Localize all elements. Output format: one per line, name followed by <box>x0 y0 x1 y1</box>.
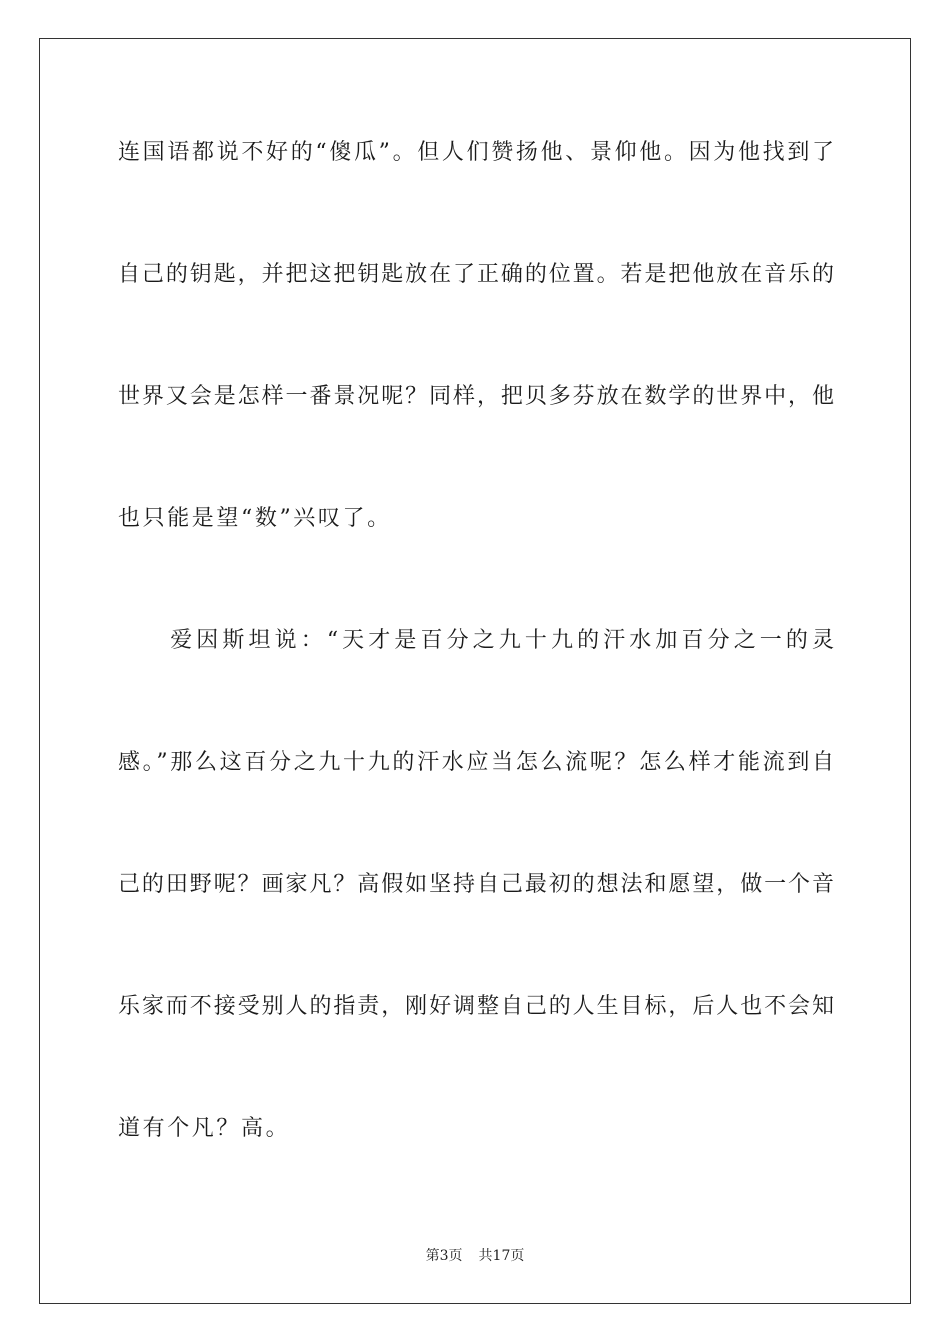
paragraph-line-7: 己的田野呢？画家凡？高假如坚持自己最初的想法和愿望，做一个音 <box>118 872 834 897</box>
paragraph-line-8: 乐家而不接受别人的指责，刚好调整自己的人生目标，后人也不会知 <box>118 994 834 1019</box>
paragraph-line-5: 爱因斯坦说：“天才是百分之九十九的汗水加百分之一的灵 <box>118 628 834 653</box>
page-total: 共17页 <box>478 1248 525 1264</box>
paragraph-line-4: 也只能是望“数”兴叹了。 <box>118 506 392 531</box>
paragraph-line-2: 自己的钥匙，并把这把钥匙放在了正确的位置。若是把他放在音乐的 <box>118 262 834 287</box>
paragraph-line-9: 道有个凡？高。 <box>118 1116 291 1141</box>
page-footer <box>0 1246 950 1266</box>
paragraph-line-6: 感。”那么这百分之九十九的汗水应当怎么流呢？怎么样才能流到自 <box>118 750 834 775</box>
paragraph-line-3: 世界又会是怎样一番景况呢？同样，把贝多芬放在数学的世界中，他 <box>118 384 834 409</box>
paragraph-line-1: 连国语都说不好的“傻瓜”。但人们赞扬他、景仰他。因为他找到了 <box>118 140 834 165</box>
page-number: 第3页 <box>425 1248 463 1264</box>
